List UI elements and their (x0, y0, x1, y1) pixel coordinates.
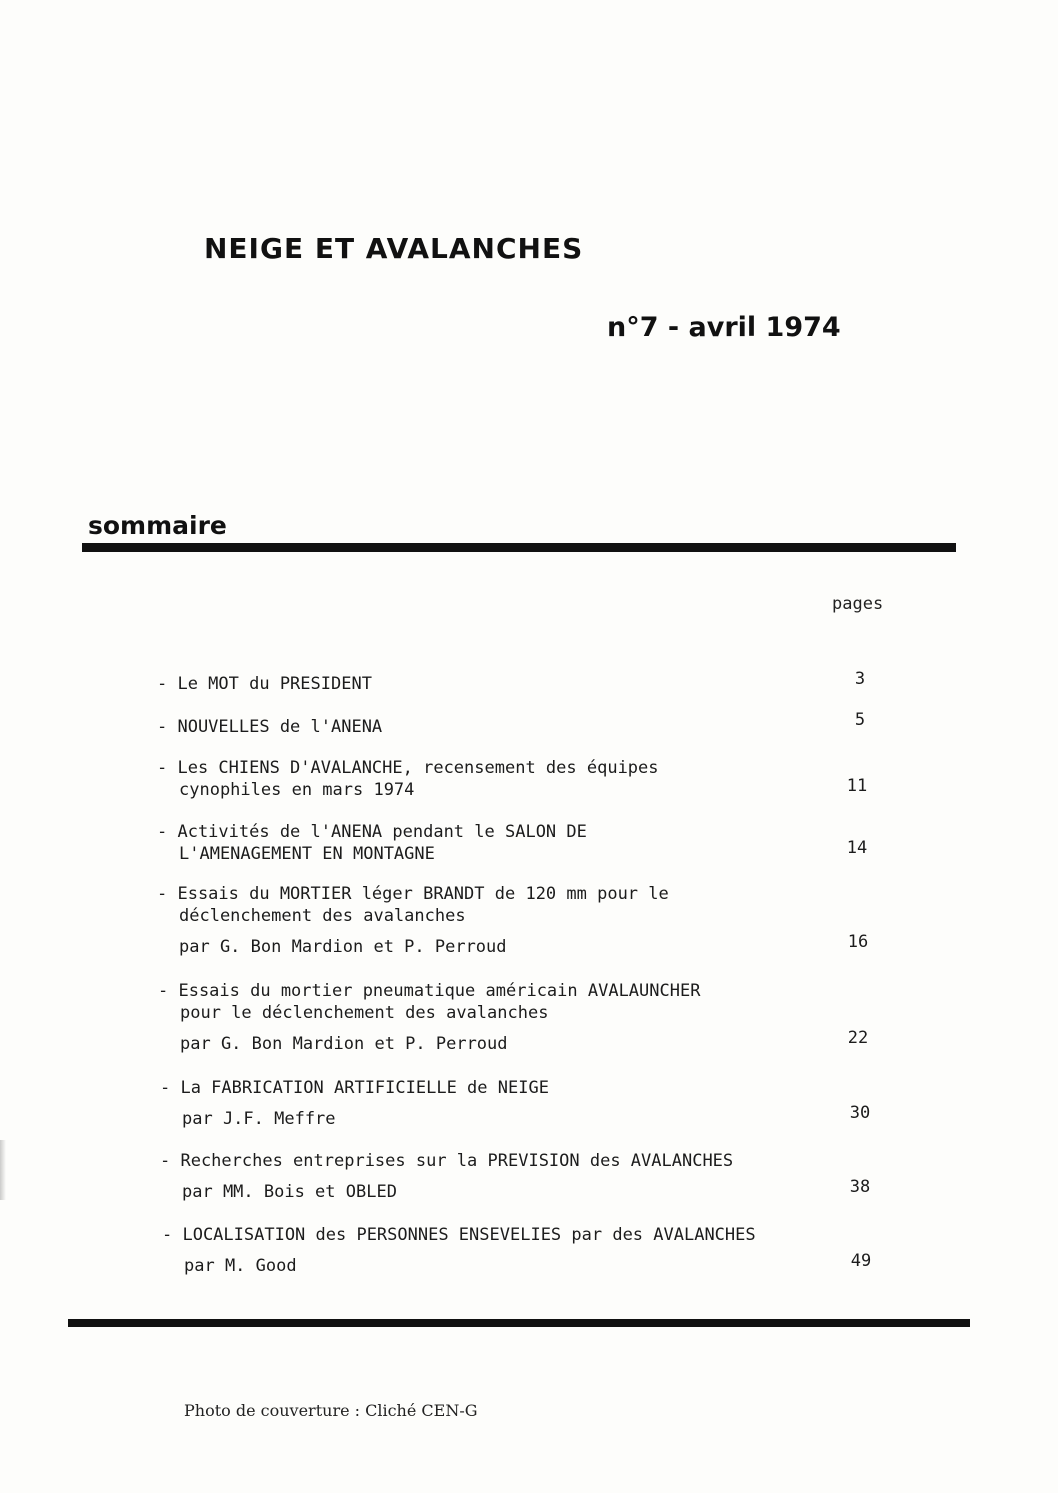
toc-entry (160, 1077, 549, 1130)
toc-entry (158, 980, 700, 1055)
toc-entry-author: par M. Good (184, 1256, 297, 1276)
toc-entry-author: par J.F. Meffre (182, 1109, 336, 1129)
toc-page-number: 3 (854, 669, 866, 689)
toc-entry-title: - Essais du MORTIER léger BRANDT de 120 mm pour le (157, 884, 669, 904)
toc-page-number: 5 (854, 710, 866, 730)
toc-page-number: 11 (846, 776, 868, 796)
toc-page-number: 16 (847, 932, 869, 952)
toc-page-number: 38 (849, 1177, 871, 1197)
toc-entry (162, 1224, 756, 1277)
toc-entry-title: - NOUVELLES de l'ANENA (157, 717, 383, 737)
scan-edge-shadow (0, 1140, 6, 1200)
toc-entry (157, 673, 372, 695)
photo-credit: Photo de couverture : Cliché CEN-G (184, 1401, 478, 1420)
toc-entry-title: - LOCALISATION des PERSONNES ENSEVELIES par des AVALANCHES (162, 1225, 756, 1245)
toc-page-number: 22 (847, 1028, 869, 1048)
journal-title: NEIGE ET AVALANCHES (204, 232, 584, 265)
toc-entry-title-continued: L'AMENAGEMENT EN MONTAGNE (179, 844, 435, 864)
bottom-divider (68, 1319, 970, 1327)
toc-entry-title: - Les CHIENS D'AVALANCHE, recensement des équipes (157, 758, 659, 778)
toc-entry-title: - Activités de l'ANENA pendant le SALON DE (157, 822, 587, 842)
toc-page-number: 14 (846, 838, 868, 858)
toc-entry (157, 716, 382, 738)
summary-heading: sommaire (88, 511, 227, 540)
toc-page-number: 30 (849, 1103, 871, 1123)
toc-entry-author: par G. Bon Mardion et P. Perroud (180, 1034, 508, 1054)
toc-entry-title-continued: déclenchement des avalanches (179, 906, 466, 926)
toc-entry (157, 821, 587, 865)
toc-page-number: 49 (850, 1251, 872, 1271)
top-divider (82, 543, 956, 552)
toc-entry-title: - Recherches entreprises sur la PREVISION des AVALANCHES (160, 1151, 734, 1171)
toc-entry (157, 757, 659, 801)
toc-entry-title: - La FABRICATION ARTIFICIELLE de NEIGE (160, 1078, 549, 1098)
toc-entry-title-continued: cynophiles en mars 1974 (179, 780, 415, 800)
toc-entry-title: - Essais du mortier pneumatique américain AVALAUNCHER (158, 981, 701, 1001)
toc-entry (157, 883, 669, 958)
pages-column-header: pages (832, 594, 884, 614)
toc-entry-author: par G. Bon Mardion et P. Perroud (179, 937, 507, 957)
toc-entry-title-continued: pour le déclenchement des avalanches (180, 1003, 549, 1023)
issue-number-date: n°7 - avril 1974 (607, 312, 841, 343)
toc-entry-author: par MM. Bois et OBLED (182, 1182, 397, 1202)
toc-entry (160, 1150, 733, 1203)
toc-entry-title: - Le MOT du PRESIDENT (157, 674, 372, 694)
